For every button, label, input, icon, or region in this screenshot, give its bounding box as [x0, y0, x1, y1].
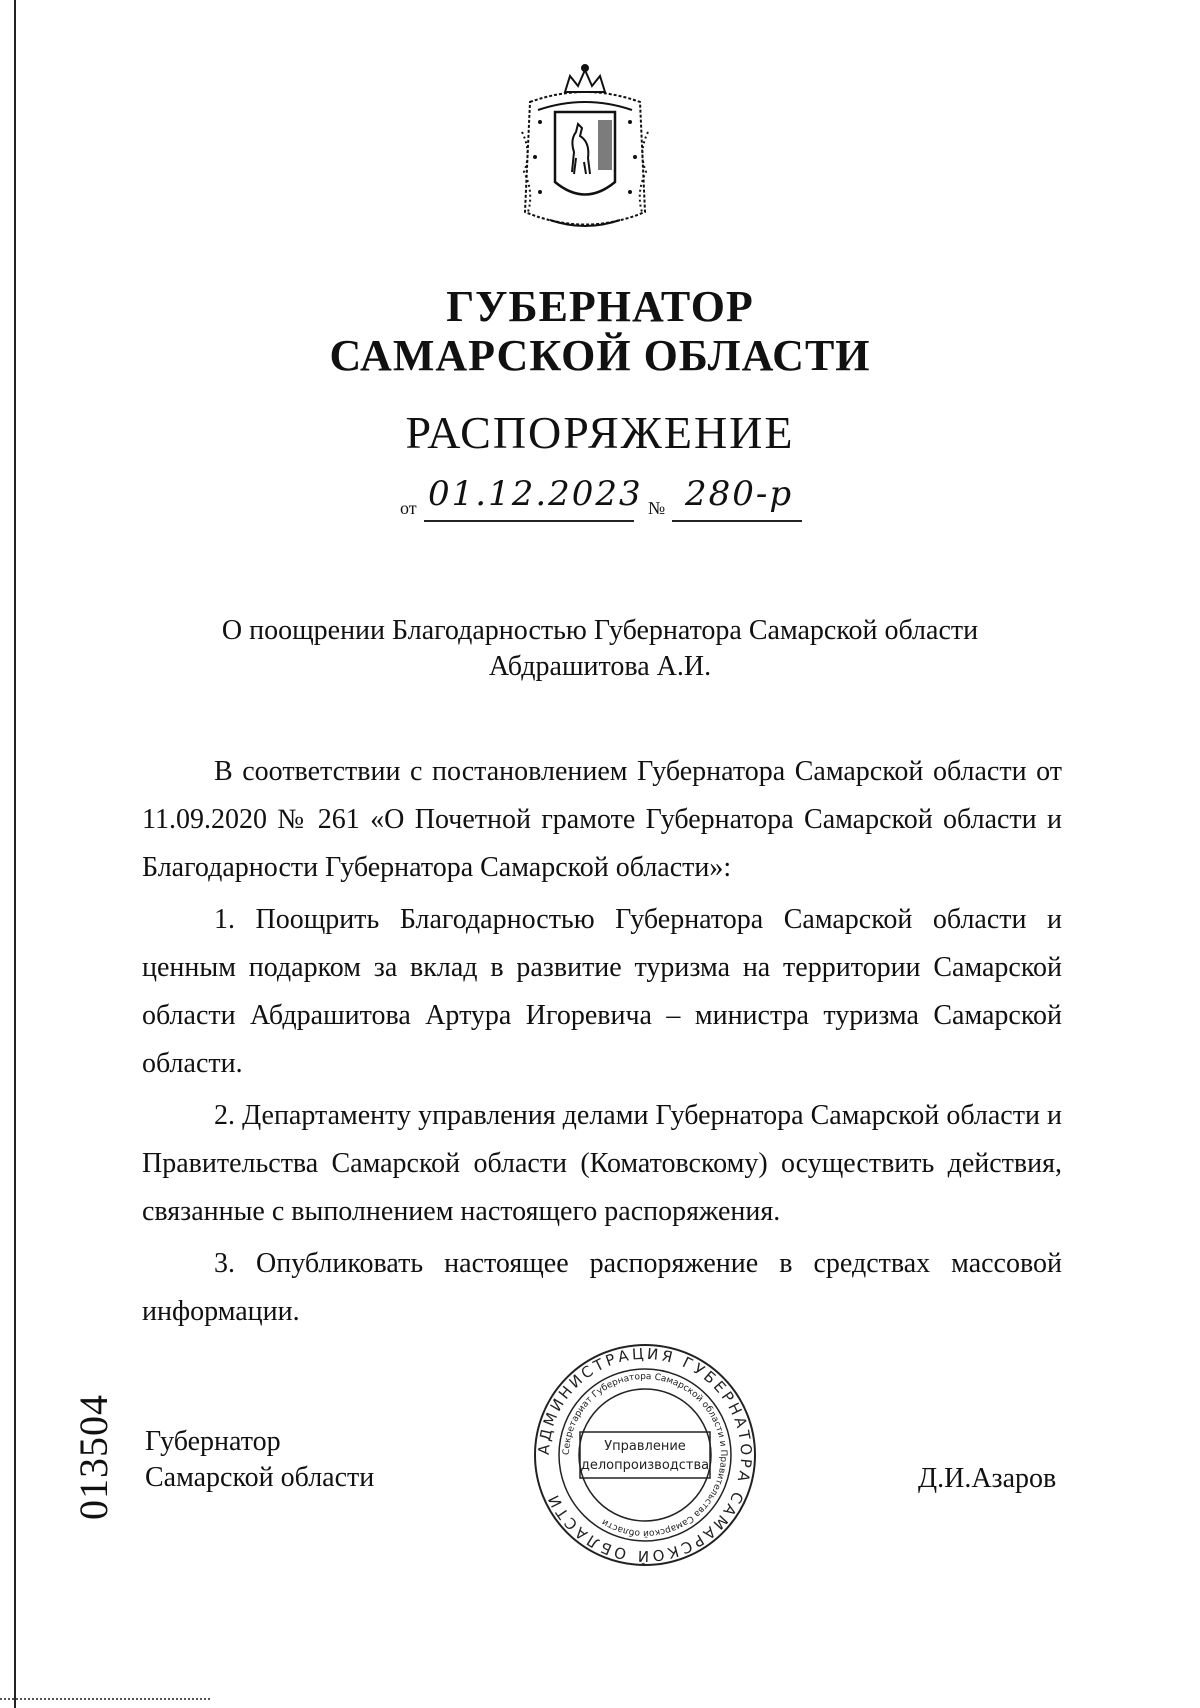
org-title-line1: ГУБЕРНАТОР: [446, 282, 754, 331]
signatory-name: Д.И.Азаров: [918, 1463, 1057, 1494]
signatory-title-line2: Самарской области: [145, 1462, 375, 1493]
official-stamp: [530, 1340, 760, 1570]
preamble-paragraph: В соответствии с постановлением Губернатора Самарской области от 11.09.2020 № 261 «О Почетной грамоте Губернатора Самарской области и Благодарности Губернатора Самарской области»:: [142, 756, 1062, 883]
svg-text:Секретариат Губернатора Самарс: [562, 1372, 728, 1538]
item-3-paragraph: 3. Опубликовать настоящее распоряжение в средствах массовой информации.: [142, 1248, 1062, 1327]
subject-line1: О поощрении Благодарностью Губернатора Самарской области: [221, 615, 979, 646]
coat-of-arms-icon: [510, 62, 660, 237]
document-body: [142, 748, 1062, 1336]
stamp-inner-ring-text: Секретариат Губернатора Самарской области и Правительства Самарской области: [561, 1371, 729, 1539]
subject-line2: Абдрашитова А.И.: [488, 651, 712, 682]
document-type: РАСПОРЯЖЕНИЕ: [405, 407, 795, 458]
date-underline: [424, 520, 634, 522]
serial-number: 013504: [71, 1394, 116, 1520]
item-1-paragraph: 1. Поощрить Благодарностью Губернатора Самарской области и ценным подарком за вклад в развитие туризма на территории Самарской области Абдрашитова Артура Игоревича – министра туризма Самарской области.: [142, 904, 1062, 1079]
item-2-paragraph: 2. Департаменту управления делами Губернатора Самарской области и Правительства Самарской области (Коматовскому) осуществить действия, связанные с выполнением настоящего распоряжения.: [142, 1100, 1062, 1227]
date-label: от: [400, 498, 417, 518]
org-title-line2: САМАРСКОЙ ОБЛАСТИ: [329, 331, 871, 380]
document-subject: [0, 613, 1200, 685]
handwritten-date: 01.12.2023: [428, 474, 643, 514]
number-underline: [672, 520, 802, 522]
scan-noise: [0, 1698, 210, 1703]
signatory-title: [145, 1424, 374, 1496]
stamp-center-line2: делопроизводства: [580, 1458, 710, 1473]
handwritten-number: 280-р: [685, 474, 794, 514]
scan-edge-line: [14, 0, 16, 1708]
number-label: №: [648, 498, 666, 518]
signatory-title-line1: Губернатор: [145, 1426, 281, 1457]
stamp-center-line1: Управление: [604, 1439, 686, 1454]
stamp-outer-text: АДМИНИСТРАЦИЯ ГУБЕРНАТОРА САМАРСКОЙ ОБЛАСТИ: [534, 1344, 756, 1566]
